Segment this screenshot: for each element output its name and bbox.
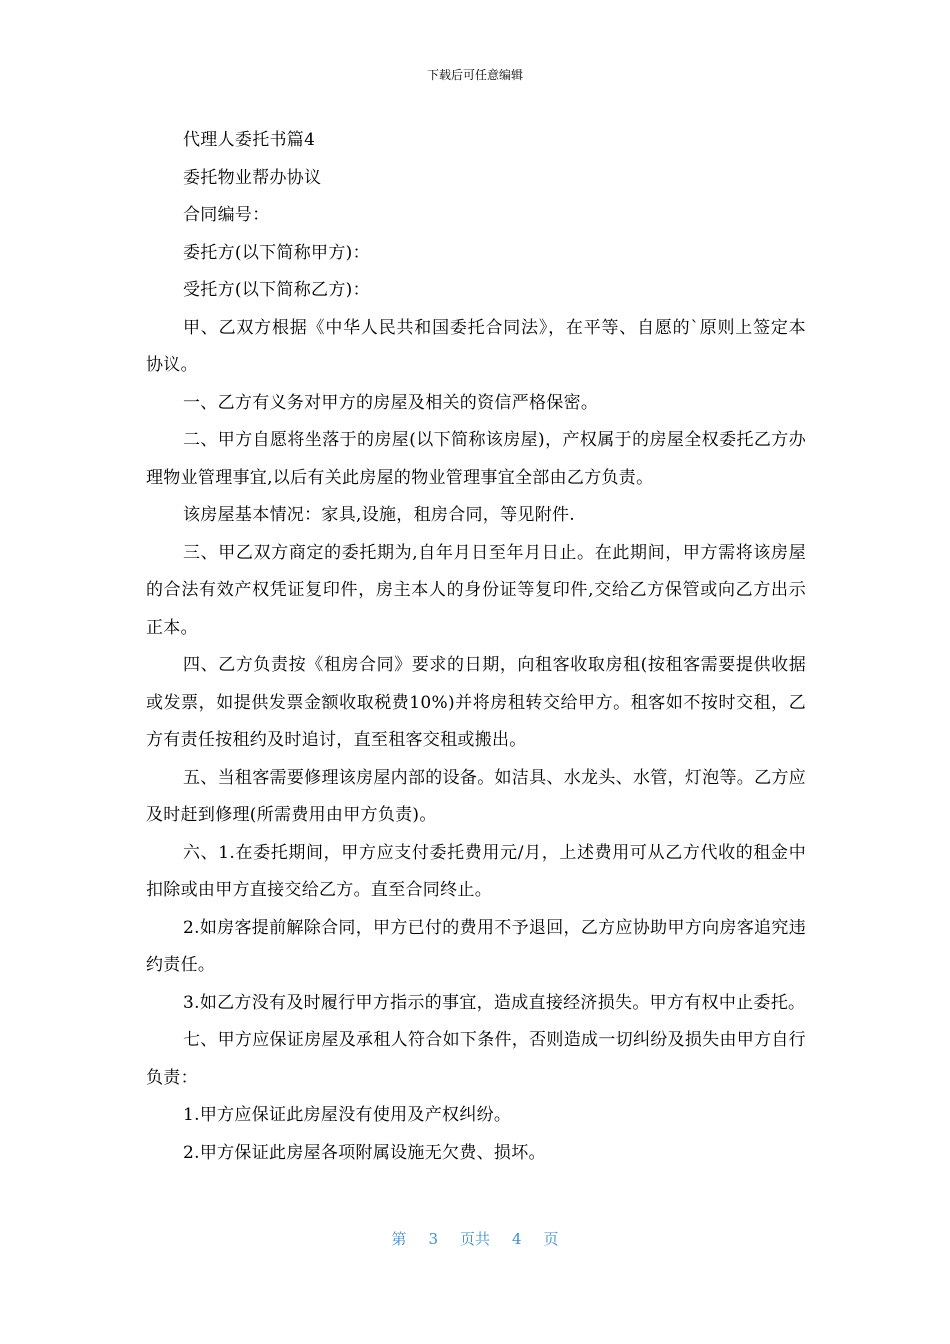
agreement-title: 委托物业帮办协议 [183, 167, 322, 188]
contract-number-label: 合同编号： [183, 205, 270, 225]
agent-party-label: 受托方(以下简称乙方)： [183, 280, 370, 300]
clause-6-2: 2.如房客提前解除合同，甲方已付的费用不予退回，乙方应协助甲方向房客追究违约责任。 [146, 917, 806, 975]
clause-7-1: 1.甲方应保证此房屋没有使用及产权纠纷。 [183, 1105, 512, 1125]
principal-party-label: 委托方(以下简称甲方)： [183, 242, 370, 263]
footer-middle: 页共 [459, 1230, 490, 1248]
footer-page-number: 3 [428, 1230, 438, 1248]
preamble-paragraph: 甲、乙双方根据《中华人民共和国委托合同法》，在平等、自愿的`原则上签定本协议。 [146, 317, 806, 375]
clause-6-3: 3.如乙方没有及时履行甲方指示的事宜，造成直接经济损失。甲方有权中止委托。 [183, 992, 806, 1013]
page-header: 下载后可任意编辑 [426, 68, 523, 82]
clause-6-1: 六、1.在委托期间，甲方应支付委托费用元/月，上述费用可从乙方代收的租金中扣除或由甲方直接交给乙方。直至合同终止。 [146, 842, 806, 900]
property-basic-info: 该房屋基本情况：家具,设施，租房合同，等见附件. [183, 505, 576, 525]
page-footer [0, 1229, 950, 1249]
clause-4: 四、乙方负责按《租房合同》要求的日期，向租客收取房租(按租客需要提供收据或发票，如提供发票金额收取税费10%)并将房租转交给甲方。租客如不按时交租，乙方有责任按租约及时追讨，直至租客交租或搬出。 [146, 655, 806, 750]
clause-1: 一、乙方有义务对甲方的房屋及相关的资信严格保密。 [183, 392, 599, 413]
document-body [146, 122, 806, 1172]
footer-total-pages: 4 [512, 1230, 522, 1248]
clause-7: 七、甲方应保证房屋及承租人符合如下条件，否则造成一切纠纷及损失由甲方自行负责： [146, 1030, 806, 1088]
footer-prefix: 第 [391, 1230, 407, 1248]
clause-3: 三、甲乙双方商定的委托期为,自年月日至年月日止。在此期间，甲方需将该房屋的合法有效产权凭证复印件，房主本人的身份证等复印件,交给乙方保管或向乙方出示正本。 [146, 542, 806, 638]
clause-5: 五、当租客需要修理该房屋内部的设备。如洁具、水龙头、水管，灯泡等。乙方应及时赶到修理(所需费用由甲方负责)。 [146, 767, 806, 825]
clause-7-2: 2.甲方保证此房屋各项附属设施无欠费、损坏。 [183, 1142, 546, 1163]
section-title: 代理人委托书篇4 [183, 130, 316, 150]
footer-suffix: 页 [543, 1230, 559, 1248]
clause-2: 二、甲方自愿将坐落于的房屋(以下简称该房屋)，产权属于的房屋全权委托乙方办理物业管理事宜,以后有关此房屋的物业管理事宜全部由乙方负责。 [146, 430, 806, 488]
